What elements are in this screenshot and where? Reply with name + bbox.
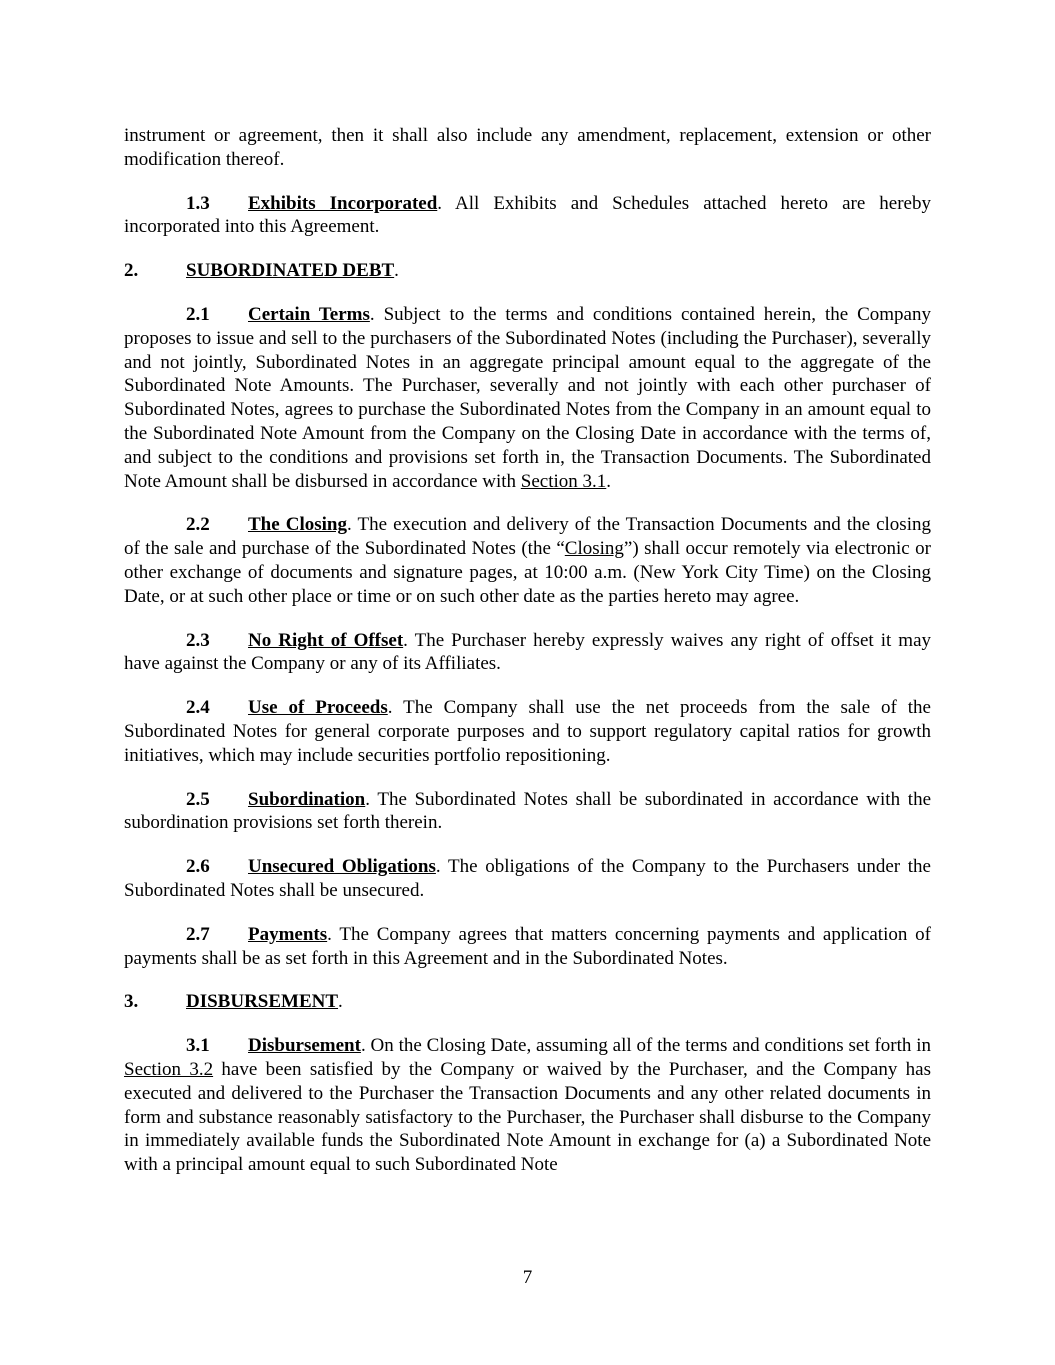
section-title: Unsecured Obligations xyxy=(248,856,436,878)
section-2-5 xyxy=(124,788,931,836)
section-2-3 xyxy=(124,629,931,677)
article-3-heading xyxy=(124,990,931,1014)
page-number: 7 xyxy=(522,1267,533,1288)
section-2-6 xyxy=(124,855,931,903)
section-title: Payments xyxy=(248,923,328,945)
section-number: 1.3 xyxy=(186,192,210,214)
section-title: Use of Proceeds xyxy=(248,697,388,719)
article-title: DISBURSEMENT xyxy=(186,991,339,1013)
section-number: 2.7 xyxy=(186,923,210,945)
section-text: . All Exhibits and Schedules attached hereto are hereby incorporated into this Agreement. xyxy=(124,192,931,238)
section-number: 2.5 xyxy=(186,788,210,810)
section-number: 2.4 xyxy=(186,697,210,719)
section-number: 2.1 xyxy=(186,303,210,325)
section-text-before: . The execution and delivery of the Transaction Documents and the closing of the sale and purchase of the Subordinated Notes (the “ xyxy=(124,514,931,560)
section-text-before: . On the Closing Date, assuming all of the terms and conditions set forth in xyxy=(360,1035,931,1057)
defined-term-closing: Closing xyxy=(564,538,624,560)
section-text-after: ”) shall occur remotely via electronic or other exchange of documents and signature pages, at 10:00 a.m. (New York City Time) on the Closing Date, or at such other place or time or on such other date as the parties hereto may agree. xyxy=(124,538,931,607)
section-3-2-link[interactable]: Section 3.2 xyxy=(124,1058,214,1080)
section-number: 2.6 xyxy=(186,856,210,878)
section-title: Subordination xyxy=(248,788,366,810)
section-text-after: have been satisfied by the Company or waived by the Purchaser, and the Company has executed and delivered to the Purchaser the Transaction Documents and any other related documents in form and substance reasonably satisfactory to the Purchaser, the Purchaser shall disburse to the Company in immediately available funds the Subordinated Note Amount in exchange for (a) a Subordinated Note with a principal amount equal to such Subordinated Note xyxy=(124,1058,931,1176)
article-punct: . xyxy=(338,991,343,1013)
section-text: . The obligations of the Company to the Purchasers under the Subordinated Notes shall be unsecured. xyxy=(124,856,931,901)
section-2-4 xyxy=(124,696,931,767)
section-text: . The Subordinated Notes shall be subordinated in accordance with the subordination provisions set forth therein. xyxy=(124,788,931,834)
section-title: Certain Terms xyxy=(248,303,370,325)
article-number: 3. xyxy=(124,991,139,1013)
section-3-1-link[interactable]: Section 3.1 xyxy=(520,470,607,492)
section-text: . Subject to the terms and conditions contained herein, the Company proposes to issue and sell to the purchasers of the Subordinated Notes (including the Purchaser), severally and not jointly, Subordinated Notes in an aggregate principal amount equal to the aggregate of the Subordinated Note Amounts. The Purchaser, severally and not jointly with each other purchaser of Subordinated Notes, agrees to purchase the Subordinated Notes from the Company in an amount equal to the Subordinated Note Amount from the Company on the Closing Date in accordance with the terms of, and subject to the conditions and provisions set forth in, the Transaction Documents. The Subordinated Note Amount shall be disbursed in accordance with xyxy=(124,303,931,492)
section-2-2 xyxy=(124,513,931,608)
article-number: 2. xyxy=(124,260,139,282)
section-title: No Right of Offset xyxy=(248,629,404,651)
article-punct: . xyxy=(394,260,399,282)
section-number: 2.3 xyxy=(186,629,210,651)
section-number: 3.1 xyxy=(186,1035,210,1057)
section-3-1 xyxy=(124,1034,931,1177)
section-1-3 xyxy=(124,192,931,240)
continuation-text: instrument or agreement, then it shall also include any amendment, replacement, extension or other modification thereof. xyxy=(124,125,931,170)
section-end: . xyxy=(606,470,612,492)
article-2-heading xyxy=(124,259,931,283)
section-title: Disbursement xyxy=(248,1035,361,1057)
section-title: Exhibits Incorporated xyxy=(248,192,438,214)
document-page xyxy=(124,124,931,1197)
section-text: . The Purchaser hereby expressly waives any right of offset it may have against the Company or any of its Affiliates. xyxy=(124,629,932,675)
section-2-7 xyxy=(124,923,931,971)
section-2-1 xyxy=(124,303,931,493)
section-text: . The Company shall use the net proceeds from the sale of the Subordinated Notes for general corporate purposes and to support regulatory capital ratios for growth initiatives, which may include securities portfolio repositioning. xyxy=(124,697,931,766)
section-text: . The Company agrees that matters concerning payments and application of payments shall be as set forth in this Agreement and in the Subordinated Notes. xyxy=(124,923,931,969)
section-number: 2.2 xyxy=(186,514,210,536)
section-title: The Closing xyxy=(248,514,347,536)
continuation-paragraph xyxy=(124,124,931,172)
article-title: SUBORDINATED DEBT xyxy=(186,260,395,282)
